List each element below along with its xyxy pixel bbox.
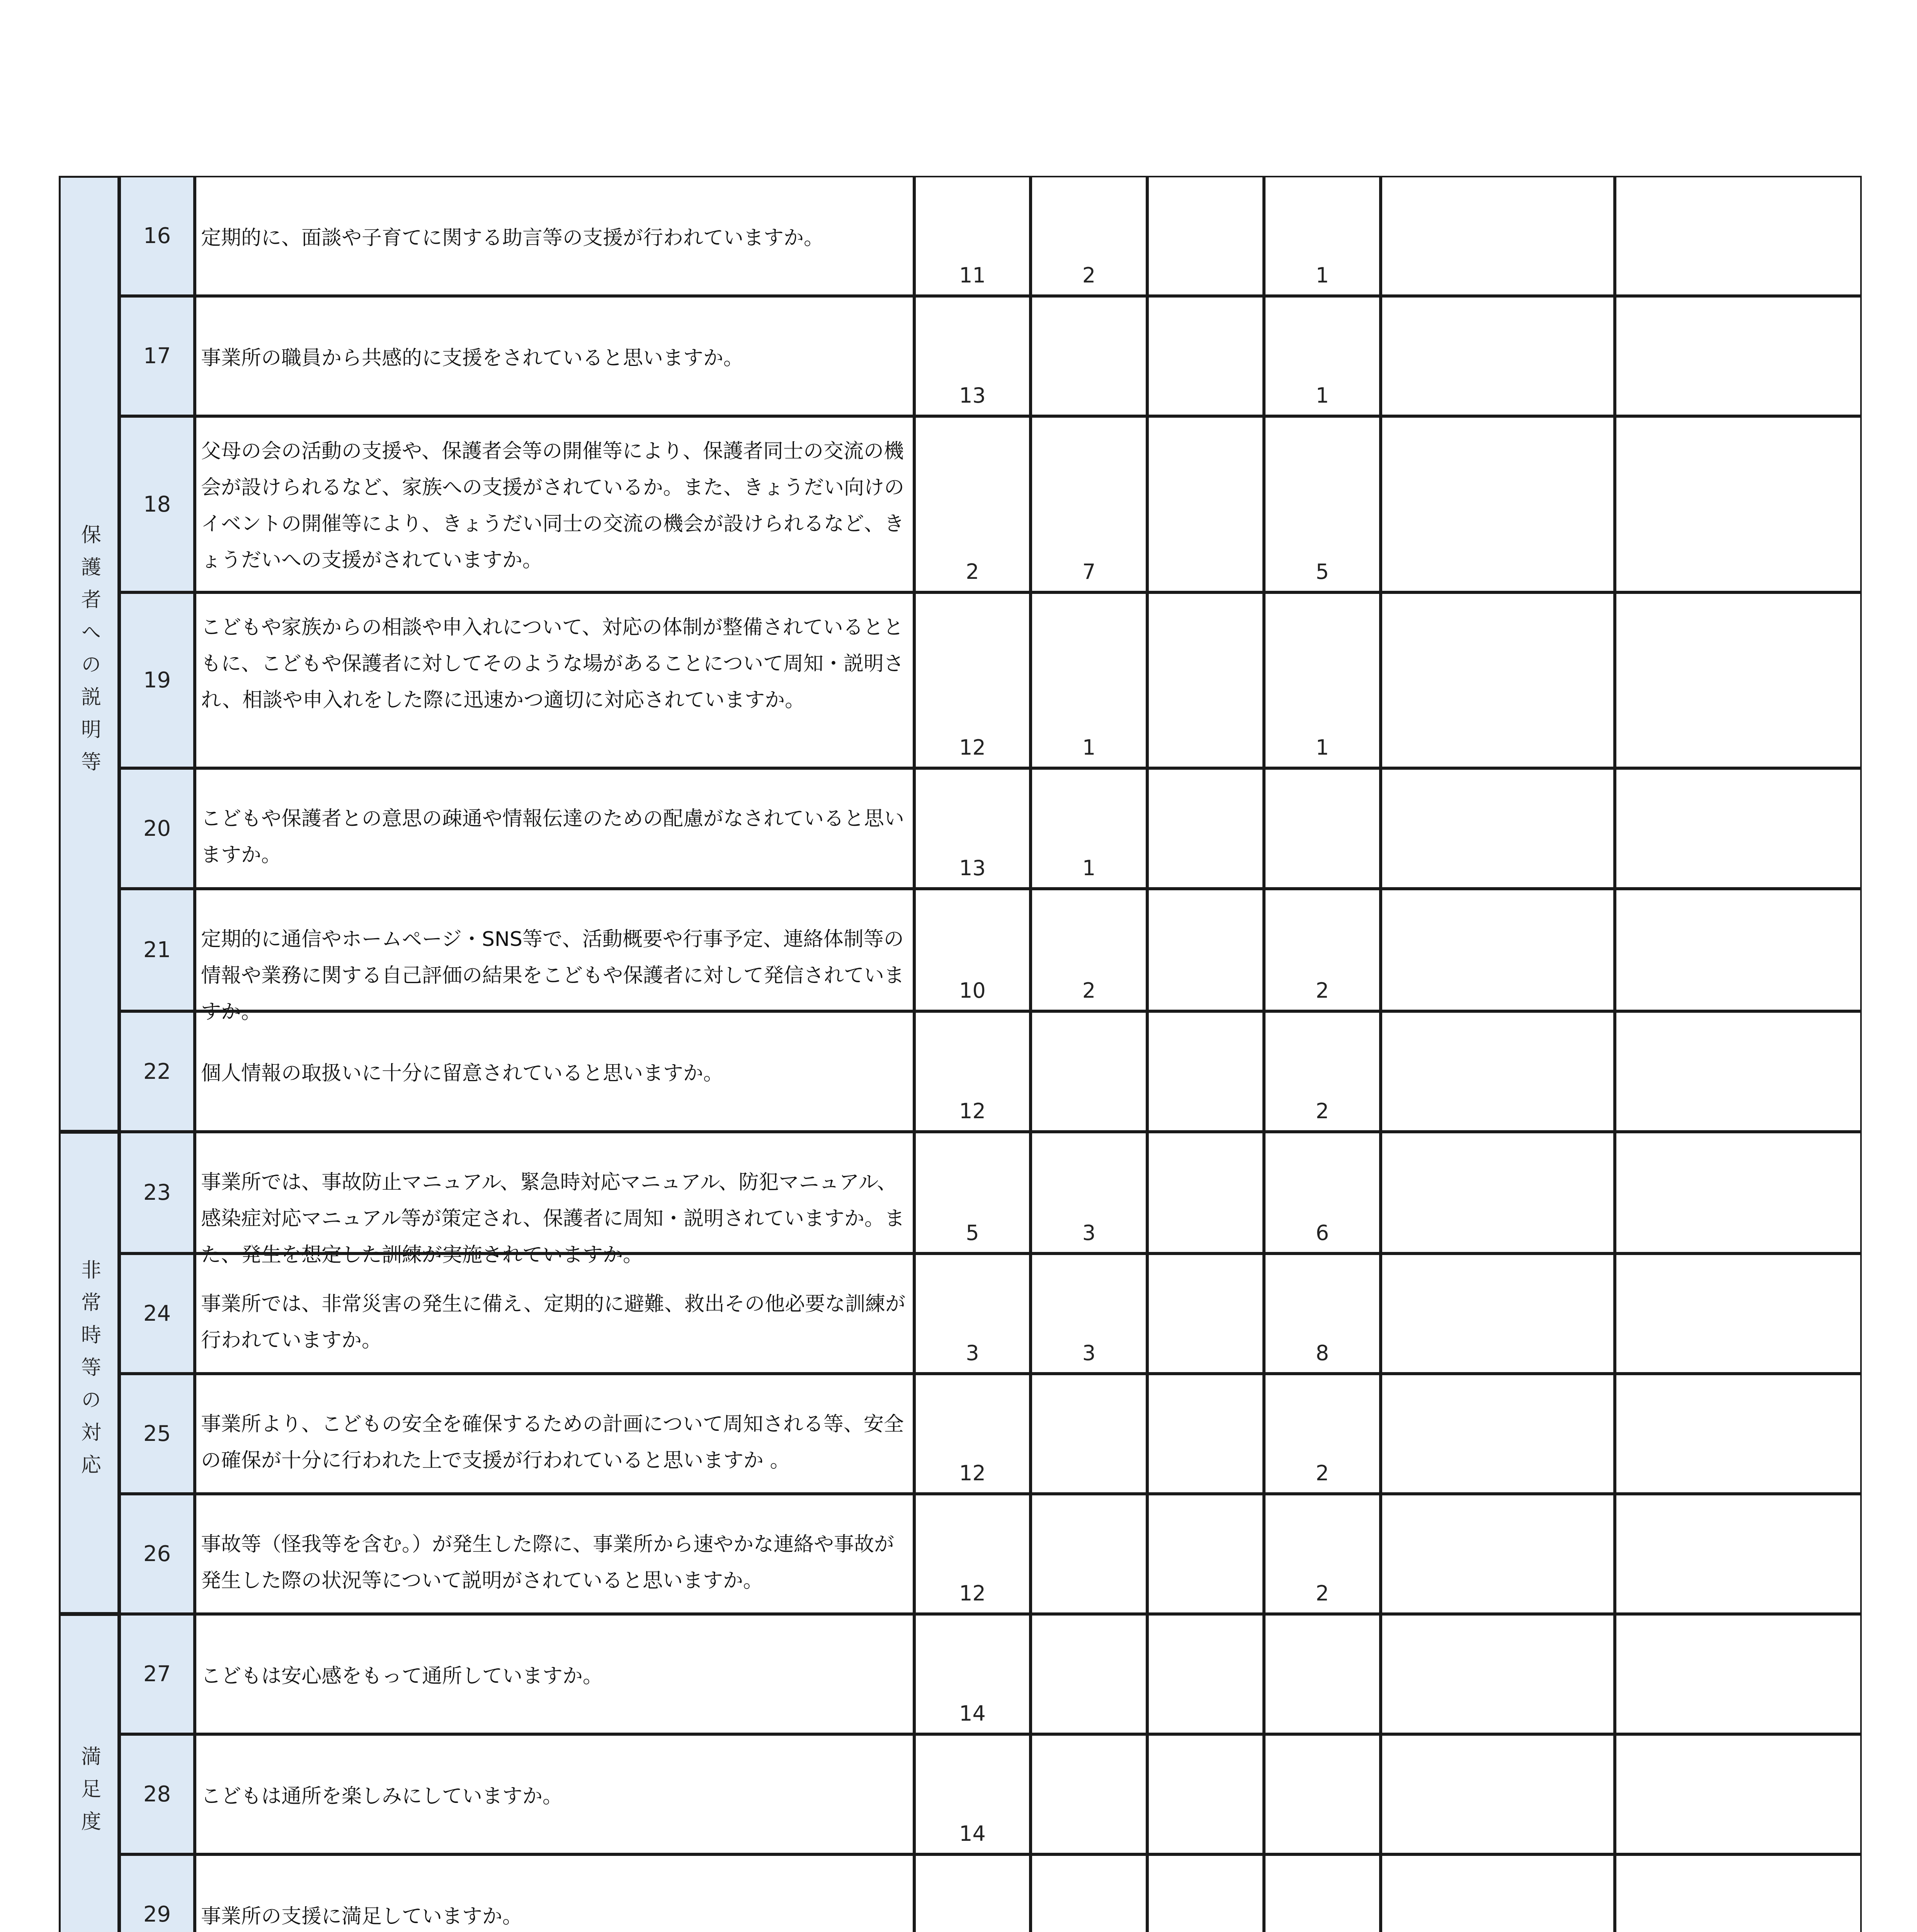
answer-count — [1381, 176, 1615, 296]
answer-count: 14 — [914, 1614, 1031, 1734]
section-text: 満足度 — [77, 1745, 101, 1843]
answer-count — [1381, 1494, 1615, 1614]
answer-count — [1147, 1132, 1264, 1253]
answer-count — [1381, 1614, 1615, 1734]
answer-count — [1381, 1734, 1615, 1854]
answer-count — [1381, 1253, 1615, 1374]
answer-count: 1 — [1264, 592, 1381, 768]
answer-count — [1031, 1494, 1147, 1614]
answer-count — [1147, 176, 1264, 296]
answer-count — [1615, 1374, 1862, 1494]
answer-count — [1615, 889, 1862, 1011]
question-text: 定期的に、面談や子育てに関する助言等の支援が行われていますか。 — [195, 176, 914, 296]
answer-count: 2 — [1031, 176, 1147, 296]
answer-count: 8 — [1264, 1253, 1381, 1374]
answer-count: 10 — [914, 889, 1031, 1011]
answer-count — [1381, 296, 1615, 416]
answer-count — [1615, 1614, 1862, 1734]
answer-count — [1147, 592, 1264, 768]
question-text: 事業所では、非常災害の発生に備え、定期的に避難、救出その他必要な訓練が行われていますか。 — [195, 1253, 914, 1374]
question-number: 23 — [119, 1132, 195, 1253]
question-number: 22 — [119, 1011, 195, 1132]
answer-count — [1147, 1374, 1264, 1494]
question-text: こどもは安心感をもって通所していますか。 — [195, 1614, 914, 1734]
question-number: 19 — [119, 592, 195, 768]
question-number: 16 — [119, 176, 195, 296]
question-text: 事業所の支援に満足していますか。 — [195, 1854, 914, 1932]
answer-count: 2 — [1264, 1494, 1381, 1614]
answer-count: 12 — [914, 592, 1031, 768]
question-number: 18 — [119, 416, 195, 592]
answer-count — [1147, 768, 1264, 889]
answer-count: 2 — [1264, 1011, 1381, 1132]
answer-count — [1381, 416, 1615, 592]
answer-count: 6 — [1264, 1132, 1381, 1253]
answer-count: 5 — [1264, 416, 1381, 592]
answer-count: 1 — [1264, 176, 1381, 296]
answer-count: 2 — [914, 416, 1031, 592]
question-text: 事業所では、事故防止マニュアル、緊急時対応マニュアル、防犯マニュアル、感染症対応マニュアル等が策定され、保護者に周知・説明されていますか。また、発生を想定した訓練が実施されていますか。 — [195, 1132, 914, 1253]
answer-count — [1381, 1132, 1615, 1253]
answer-count — [1615, 1854, 1862, 1932]
question-number: 24 — [119, 1253, 195, 1374]
answer-count: 2 — [1264, 889, 1381, 1011]
question-text: こどもや保護者との意思の疎通や情報伝達のための配慮がなされていると思いますか。 — [195, 768, 914, 889]
answer-count — [1031, 1011, 1147, 1132]
section-label-satisfaction — [59, 1614, 119, 1932]
answer-count: 5 — [914, 1132, 1031, 1253]
answer-count — [1615, 296, 1862, 416]
question-text: こどもは通所を楽しみにしていますか。 — [195, 1734, 914, 1854]
answer-count — [1147, 416, 1264, 592]
answer-count — [1147, 296, 1264, 416]
question-text: 定期的に通信やホームページ・SNS等で、活動概要や行事予定、連絡体制等の情報や業務に関する自己評価の結果をこどもや保護者に対して発信されていますか。 — [195, 889, 914, 1011]
answer-count — [1031, 296, 1147, 416]
section-text: 非常時等の対応 — [77, 1259, 101, 1486]
section-label-emergency — [59, 1132, 119, 1614]
question-text: こどもや家族からの相談や申入れについて、対応の体制が整備されているとともに、こどもや保護者に対してそのような場があることについて周知・説明され、相談や申入れをした際に迅速かつ適切に対応されていますか。 — [195, 592, 914, 768]
answer-count — [1147, 1854, 1264, 1932]
answer-count — [1147, 1734, 1264, 1854]
answer-count: 3 — [914, 1253, 1031, 1374]
answer-count — [1264, 1734, 1381, 1854]
question-number: 26 — [119, 1494, 195, 1614]
answer-count: 3 — [1031, 1253, 1147, 1374]
answer-count — [1031, 1734, 1147, 1854]
answer-count — [1615, 1253, 1862, 1374]
answer-count — [1147, 1253, 1264, 1374]
question-text: 個人情報の取扱いに十分に留意されていると思いますか。 — [195, 1011, 914, 1132]
answer-count: 2 — [1264, 1374, 1381, 1494]
answer-count — [1147, 1614, 1264, 1734]
answer-count — [1615, 1494, 1862, 1614]
answer-count — [1615, 176, 1862, 296]
answer-count — [1615, 1734, 1862, 1854]
question-number: 21 — [119, 889, 195, 1011]
answer-count — [1615, 592, 1862, 768]
answer-count: 1 — [1031, 768, 1147, 889]
answer-count: 1 — [1031, 592, 1147, 768]
answer-count — [1031, 1374, 1147, 1494]
answer-count: 7 — [1031, 416, 1147, 592]
answer-count: 13 — [914, 296, 1031, 416]
answer-count — [1147, 1494, 1264, 1614]
question-text: 父母の会の活動の支援や、保護者会等の開催等により、保護者同士の交流の機会が設けられるなど、家族への支援がされているか。また、きょうだい向けのイベントの開催等により、きょうだい同士の交流の機会が設けられるなど、きょうだいへの支援がされていますか。 — [195, 416, 914, 592]
answer-count — [1381, 889, 1615, 1011]
survey-table — [59, 176, 1862, 1932]
answer-count — [1381, 592, 1615, 768]
question-text: 事業所より、こどもの安全を確保するための計画について周知される等、安全の確保が十分に行われた上で支援が行われていると思いますか 。 — [195, 1374, 914, 1494]
answer-count — [1264, 768, 1381, 889]
answer-count: 1 — [1264, 296, 1381, 416]
answer-count — [1381, 768, 1615, 889]
answer-count: 3 — [1031, 1132, 1147, 1253]
question-number: 27 — [119, 1614, 195, 1734]
answer-count: 13 — [914, 768, 1031, 889]
answer-count: 12 — [914, 1011, 1031, 1132]
section-label-explanation — [59, 176, 119, 1132]
question-number: 29 — [119, 1854, 195, 1932]
answer-count — [1615, 768, 1862, 889]
answer-count — [1381, 1011, 1615, 1132]
question-number: 20 — [119, 768, 195, 889]
answer-count — [1147, 889, 1264, 1011]
answer-count — [1381, 1854, 1615, 1932]
answer-count — [1264, 1614, 1381, 1734]
answer-count — [1031, 1854, 1147, 1932]
question-number: 25 — [119, 1374, 195, 1494]
question-number: 28 — [119, 1734, 195, 1854]
answer-count — [1264, 1854, 1381, 1932]
section-text: 保護者への説明等 — [77, 524, 101, 784]
answer-count — [914, 1854, 1031, 1932]
answer-count: 11 — [914, 176, 1031, 296]
answer-count: 12 — [914, 1494, 1031, 1614]
question-text: 事業所の職員から共感的に支援をされていると思いますか。 — [195, 296, 914, 416]
answer-count — [1381, 1374, 1615, 1494]
answer-count: 12 — [914, 1374, 1031, 1494]
answer-count — [1615, 1011, 1862, 1132]
answer-count: 2 — [1031, 889, 1147, 1011]
answer-count — [1615, 416, 1862, 592]
answer-count — [1147, 1011, 1264, 1132]
question-text: 事故等（怪我等を含む。）が発生した際に、事業所から速やかな連絡や事故が発生した際の状況等について説明がされていると思いますか。 — [195, 1494, 914, 1614]
question-number: 17 — [119, 296, 195, 416]
answer-count: 14 — [914, 1734, 1031, 1854]
answer-count — [1031, 1614, 1147, 1734]
answer-count — [1615, 1132, 1862, 1253]
